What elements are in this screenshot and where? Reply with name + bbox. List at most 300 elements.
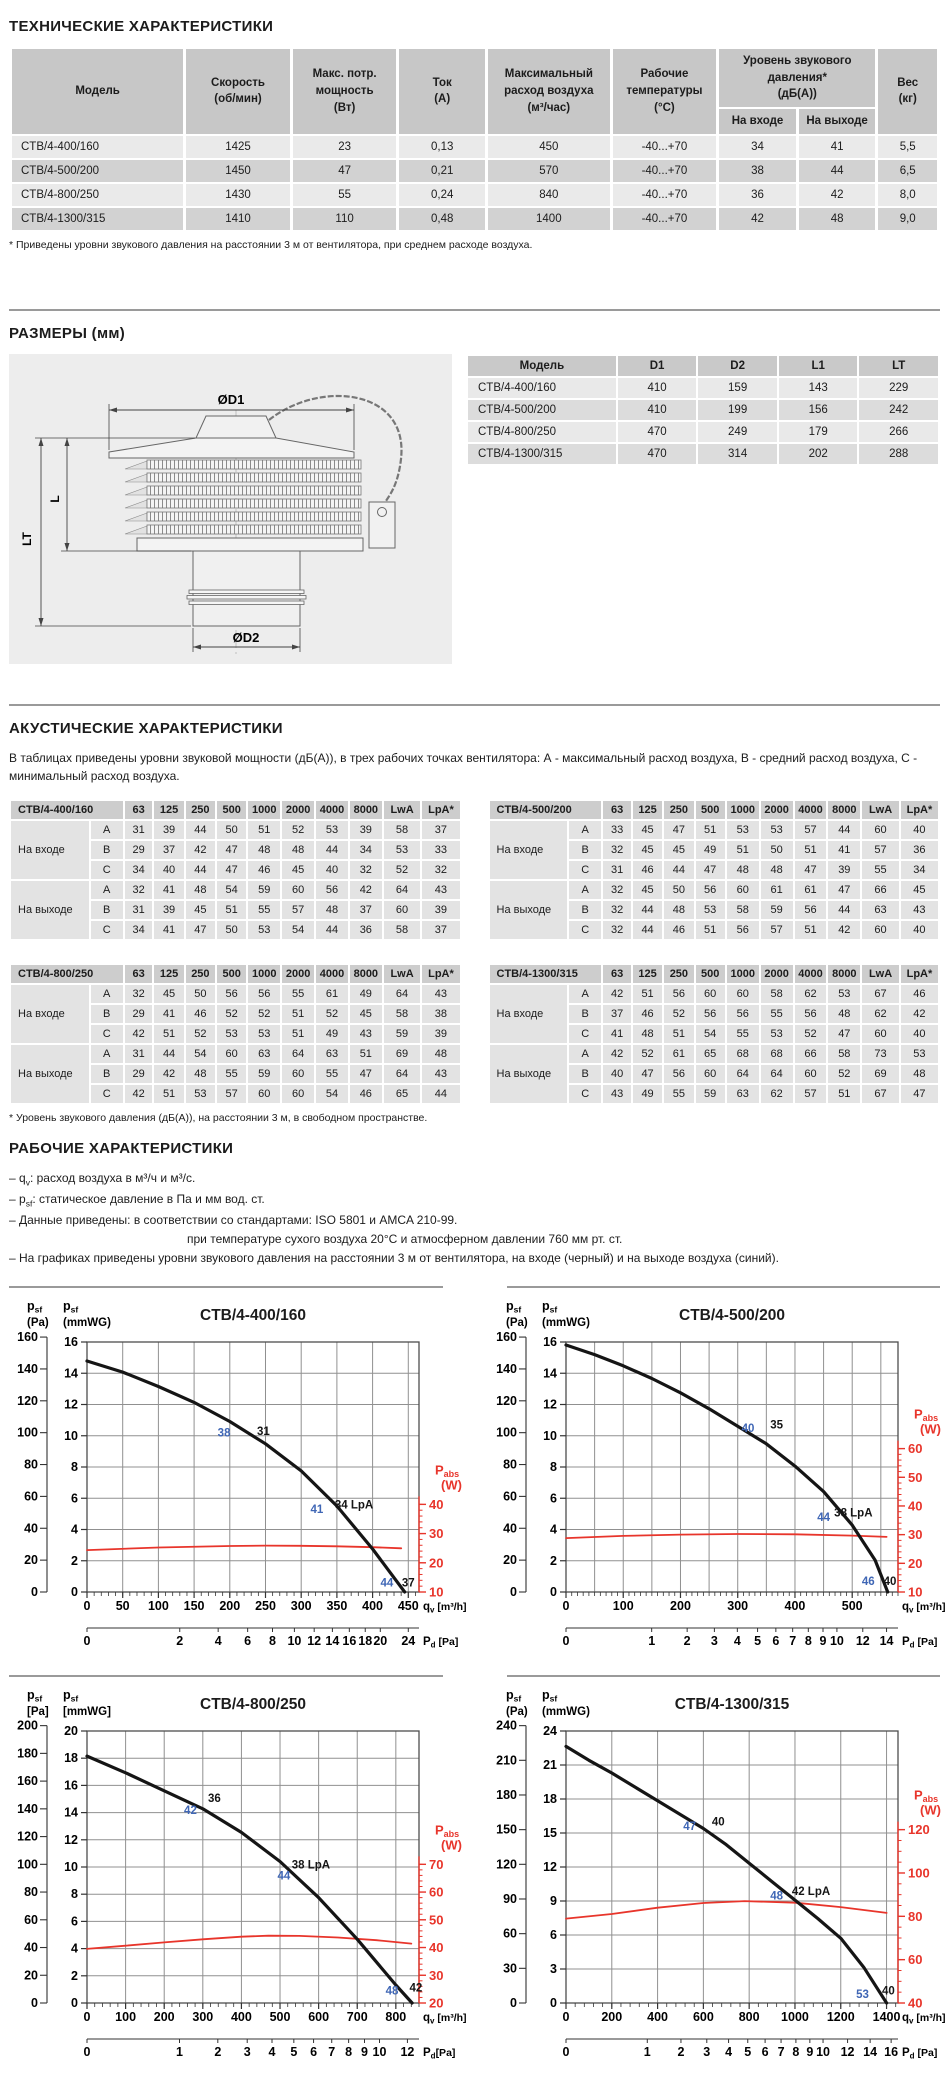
measurement-side: На входе	[490, 821, 568, 879]
svg-text:16: 16	[64, 1778, 78, 1793]
table-row: CTB/4-1300/315 470 314 202 288	[468, 444, 938, 464]
acoustic-table	[488, 799, 941, 941]
performance-chart	[488, 1294, 949, 1656]
svg-text:60: 60	[503, 1926, 517, 1941]
svg-text:80: 80	[908, 1909, 923, 1925]
acoustic-table	[9, 963, 462, 1105]
svg-text:10: 10	[287, 1634, 302, 1649]
svg-text:Pabs: Pabs	[435, 1822, 460, 1840]
svg-text:(W): (W)	[920, 1421, 941, 1437]
svg-text:10: 10	[908, 1584, 923, 1600]
section-title-acoustics: АКУСТИЧЕСКИЕ ХАРАКТЕРИСТИКИ	[9, 719, 283, 737]
svg-text:5: 5	[754, 1634, 762, 1649]
table-row: B 32 44 48 53 58 59 56 44 63 43	[490, 901, 939, 919]
svg-text:4: 4	[725, 2045, 733, 2060]
operating-point: A	[569, 821, 601, 839]
svg-text:psf: $p_{sf}$	[506, 1688, 522, 1704]
acoustic-table	[488, 963, 941, 1105]
acoustics-footnote: * Уровень звукового давления (дБ(А)), на расстоянии 3 м, в свободном пространстве.	[9, 1111, 428, 1124]
acoustic-table-container	[488, 963, 941, 1105]
svg-text:16: 16	[64, 1335, 78, 1350]
point-label: 41	[310, 1504, 324, 1517]
svg-text:150: 150	[183, 1599, 205, 1614]
svg-text:5: 5	[744, 2045, 752, 2060]
svg-text:18: 18	[543, 1792, 557, 1807]
svg-text:60: 60	[503, 1489, 517, 1504]
svg-text:psf: $p_{sf}$	[542, 1299, 558, 1315]
svg-text:3: 3	[703, 2045, 711, 2060]
measurement-side: На входе	[490, 985, 568, 1043]
svg-text:10: 10	[429, 1584, 444, 1600]
svg-text:600: 600	[308, 2010, 330, 2025]
operating-point: C	[569, 921, 601, 939]
svg-text:6: 6	[244, 1634, 252, 1649]
acoustic-model: CTB/4-800/250	[11, 965, 123, 983]
point-label: 31	[256, 1426, 270, 1439]
svg-text:10: 10	[372, 2045, 387, 2060]
dim-label-d2: ØD2	[232, 629, 260, 645]
svg-text:40: 40	[24, 1521, 38, 1536]
svg-text:60: 60	[24, 1489, 38, 1504]
svg-text:200: 200	[219, 1599, 241, 1614]
dimensions-table-container	[466, 354, 940, 466]
svg-text:Pabs: Pabs	[914, 1787, 939, 1805]
svg-text:psf: $p_{sf}$	[63, 1299, 79, 1315]
svg-text:0: 0	[562, 2010, 570, 2025]
operating-point: B	[569, 841, 601, 859]
svg-text:0: 0	[71, 1585, 78, 1600]
svg-text:24: 24	[543, 1724, 557, 1739]
note-line: – $p_{sf}$: статическое давление в Па и мм вод. ст.	[9, 1191, 265, 1209]
section-title-performance: РАБОЧИЕ ХАРАКТЕРИСТИКИ	[9, 1139, 234, 1157]
note-line: – На графиках приведены уровни звукового давления на расстоянии 3 м от вентилятора, на входе (черный) и на выходе воздуха (синий).	[9, 1251, 779, 1266]
svg-text:20: 20	[24, 1553, 38, 1568]
svg-text:7: 7	[777, 2045, 785, 2060]
table-row: На выходе A 32 41 48 54 59 60 56 42 64 43	[11, 881, 460, 899]
svg-text:psf: $p_{sf}$	[542, 1688, 558, 1704]
measurement-side: На выходе	[11, 881, 89, 939]
point-label: 53	[856, 1988, 869, 2001]
svg-text:140: 140	[17, 1802, 38, 1817]
table-row: CTB/4-1300/315 1410 110 0,48 1400 -40...+70 42 48 9,0	[12, 208, 937, 230]
svg-text:7: 7	[328, 2045, 336, 2060]
header-row: CTB/4-800/250 63 125 250 500 1000 2000 4000 8000 LwA LpA*	[11, 965, 460, 983]
svg-text:2: 2	[71, 1969, 78, 1984]
svg-text:0: 0	[83, 2010, 91, 2025]
measurement-side: На входе	[11, 821, 89, 879]
svg-text:8: 8	[550, 1460, 557, 1475]
svg-text:(W): (W)	[441, 1477, 462, 1493]
svg-text:Pd [Pa]: $P_d$ [Pa]	[902, 2047, 938, 2061]
col-sound-inlet: На входе	[719, 109, 796, 134]
svg-text:6: 6	[550, 1928, 557, 1943]
svg-text:240: 240	[496, 1718, 517, 1733]
svg-text:30: 30	[908, 1527, 923, 1543]
section-divider	[9, 309, 940, 311]
chart-title: CTB/4-800/250	[200, 1696, 306, 1714]
point-label: 48	[770, 1890, 784, 1903]
operating-point: C	[569, 1085, 601, 1103]
svg-text:30: 30	[503, 1961, 517, 1976]
pressure-curve	[87, 1756, 412, 2003]
performance-chart	[488, 1683, 949, 2067]
table-row: B 31 39 45 51 55 57 48 37 60 39	[11, 901, 460, 919]
svg-text:0: 0	[550, 1585, 557, 1600]
svg-text:3: 3	[550, 1962, 557, 1977]
chart-divider-row	[9, 1675, 940, 1677]
svg-text:0: 0	[71, 1996, 78, 2011]
svg-text:10: 10	[816, 2045, 830, 2060]
note-line: – $q_v$: расход воздуха в м³/ч и м³/с.	[9, 1170, 196, 1188]
chart-ctb-4-500-200	[488, 1294, 949, 1661]
svg-text:60: 60	[908, 1952, 923, 1968]
svg-text:350: 350	[326, 1599, 348, 1614]
pressure-curve	[566, 1747, 887, 2004]
svg-text:100: 100	[115, 2010, 137, 2025]
point-label: 44	[277, 1870, 291, 1883]
point-label: 47	[683, 1821, 697, 1834]
table-row: B 29 42 48 55 59 60 55 47 64 43	[11, 1065, 460, 1083]
table-row: CTB/4-400/160 410 159 143 229	[468, 378, 938, 398]
measurement-side: На выходе	[490, 881, 568, 939]
svg-text:200: 200	[153, 2010, 175, 2025]
operating-point: B	[91, 901, 123, 919]
svg-text:0: 0	[83, 1599, 91, 1614]
svg-text:12: 12	[64, 1833, 78, 1848]
acoustics-intro: В таблицах приведены уровни звуковой мощности (дБ(А)), в трех рабочих точках вентилятора: А - максимальный расход воздуха, В - средний расход воздуха, С - минимальный расход воздуха.	[9, 750, 918, 783]
chart-ctb-4-1300-315	[488, 1683, 949, 2072]
base-plate	[137, 538, 363, 551]
operating-point: C	[569, 861, 601, 879]
section-title-technical: ТЕХНИЧЕСКИЕ ХАРАКТЕРИСТИКИ	[9, 18, 274, 35]
svg-text:8: 8	[345, 2045, 353, 2060]
svg-text:200: 200	[17, 1718, 38, 1733]
svg-text:qv [m³/h]: $q_v$ [m³/h]	[902, 1601, 946, 1615]
svg-text:150: 150	[496, 1822, 517, 1837]
table-row: C 42 51 53 57 60 60 54 46 65 44	[11, 1085, 460, 1103]
svg-text:70: 70	[429, 1857, 444, 1873]
svg-text:14: 14	[863, 2045, 878, 2060]
svg-text:500: 500	[269, 2010, 291, 2025]
svg-text:psf: $p_{sf}$	[27, 1688, 43, 1704]
svg-text:100: 100	[496, 1425, 517, 1440]
datasheet-page	[9, 18, 946, 2072]
point-label: 42	[184, 1805, 197, 1818]
svg-text:0: 0	[31, 1996, 38, 2011]
svg-text:140: 140	[496, 1362, 517, 1377]
svg-text:14: 14	[543, 1366, 557, 1381]
col-power: Макс. потр. мощность (Вт)	[293, 49, 397, 134]
col-speed: Скорость (об/мин)	[186, 49, 290, 134]
svg-text:4: 4	[71, 1522, 78, 1537]
operating-point: C	[91, 861, 123, 879]
chart-ctb-4-400-160	[9, 1294, 479, 1661]
operating-point: A	[91, 985, 123, 1003]
performance-chart	[9, 1683, 479, 2067]
svg-text:4: 4	[71, 1941, 78, 1956]
chart-ctb-4-800-250	[9, 1683, 479, 2072]
svg-text:60: 60	[24, 1913, 38, 1928]
header-row: Модель D1 D2 L1 LT	[468, 356, 938, 376]
svg-text:800: 800	[738, 2010, 760, 2025]
charts-row-1	[9, 1294, 946, 1661]
svg-text:1: 1	[648, 1634, 656, 1649]
svg-text:16: 16	[543, 1335, 557, 1350]
svg-text:20: 20	[429, 1555, 444, 1571]
measurement-side: На входе	[11, 985, 89, 1043]
svg-text:20: 20	[908, 1556, 923, 1572]
fan-cap	[196, 416, 276, 438]
acoustic-table	[9, 799, 462, 941]
svg-text:60: 60	[908, 1441, 923, 1457]
operating-point: B	[91, 841, 123, 859]
svg-text:0: 0	[510, 1996, 517, 2011]
svg-text:14: 14	[325, 1634, 340, 1649]
point-label: 42 LpA	[791, 1886, 831, 1899]
dimensions-section	[9, 354, 940, 664]
table-row: B 40 47 56 60 64 64 60 52 69 48	[490, 1065, 939, 1083]
svg-text:12: 12	[840, 2045, 855, 2060]
svg-text:12: 12	[64, 1397, 78, 1412]
power-curve	[87, 1546, 401, 1551]
svg-text:3: 3	[710, 1634, 718, 1649]
svg-text:21: 21	[543, 1758, 557, 1773]
svg-text:50: 50	[429, 1912, 444, 1928]
svg-text:300: 300	[290, 1599, 312, 1614]
operating-point: A	[569, 881, 601, 899]
point-label: 34 LpA	[334, 1499, 374, 1512]
point-label: 40	[741, 1423, 755, 1436]
svg-text:40: 40	[429, 1497, 444, 1513]
point-label: 36	[207, 1792, 221, 1805]
pressure-curve	[566, 1345, 888, 1592]
svg-text:1400: 1400	[872, 2010, 901, 2025]
col-airflow: Максимальный расход воздуха (м³/час)	[488, 49, 610, 134]
svg-text:14: 14	[879, 1634, 894, 1649]
table-row: На выходе A 32 45 50 56 60 61 61 47 66 45	[490, 881, 939, 899]
svg-text:(Pa): (Pa)	[506, 1706, 528, 1719]
svg-text:0: 0	[31, 1585, 38, 1600]
svg-text:80: 80	[503, 1457, 517, 1472]
col-model: Модель	[12, 49, 183, 134]
svg-text:80: 80	[24, 1457, 38, 1472]
table-row: CTB/4-500/200 1450 47 0,21 570 -40...+70 38 44 6,5	[12, 160, 937, 182]
operating-point: C	[569, 1025, 601, 1043]
svg-text:8: 8	[804, 1634, 812, 1649]
table-row: На выходе A 31 44 54 60 63 64 63 51 69 48	[11, 1045, 460, 1063]
svg-text:120: 120	[908, 1822, 930, 1838]
power-curve	[566, 1901, 887, 1919]
svg-text:psf: $p_{sf}$	[27, 1299, 43, 1315]
svg-text:200: 200	[601, 2010, 623, 2025]
measurement-side: На выходе	[11, 1045, 89, 1103]
performance-notes	[9, 1169, 940, 1269]
svg-text:(mmWG): (mmWG)	[542, 1317, 590, 1330]
svg-text:4: 4	[268, 2045, 276, 2060]
table-row: C 34 40 44 47 46 45 40 32 52 32	[11, 861, 460, 879]
table-row: На выходе A 42 52 61 65 68 68 66 58 73 53	[490, 1045, 939, 1063]
section-title-dimensions: РАЗМЕРЫ (мм)	[9, 324, 126, 342]
svg-text:40: 40	[908, 1498, 923, 1514]
svg-text:140: 140	[17, 1362, 38, 1377]
operating-point: A	[569, 1045, 601, 1063]
point-label: 42	[409, 1982, 423, 1995]
svg-text:120: 120	[17, 1394, 38, 1409]
svg-text:Pabs: Pabs	[435, 1462, 460, 1480]
svg-text:14: 14	[64, 1366, 78, 1381]
svg-text:20: 20	[373, 1634, 388, 1649]
svg-text:50: 50	[115, 1599, 130, 1614]
svg-text:0: 0	[83, 2045, 91, 2060]
measurement-side: На выходе	[490, 1045, 568, 1103]
table-row: B 32 45 45 49 51 50 51 41 57 36	[490, 841, 939, 859]
table-row: На входе A 33 45 47 51 53 53 57 44 60 40	[490, 821, 939, 839]
operating-point: B	[569, 1005, 601, 1023]
section-divider	[9, 704, 940, 706]
svg-text:30: 30	[429, 1967, 444, 1983]
technical-table	[9, 47, 940, 232]
acoustic-model: CTB/4-1300/315	[490, 965, 602, 983]
svg-text:2: 2	[176, 1634, 184, 1649]
svg-text:800: 800	[385, 2010, 407, 2025]
svg-text:6: 6	[761, 2045, 769, 2060]
operating-point: C	[91, 1085, 123, 1103]
svg-text:6: 6	[310, 2045, 318, 2060]
svg-text:1: 1	[176, 2045, 183, 2060]
svg-text:24: 24	[401, 1634, 416, 1649]
table-row: CTB/4-500/200 410 199 156 242	[468, 400, 938, 420]
svg-text:9: 9	[550, 1894, 557, 1909]
dimensions-table	[466, 354, 940, 466]
operating-point: C	[91, 1025, 123, 1043]
col-sound-outlet: На выходе	[799, 109, 876, 134]
point-label: 46	[861, 1576, 875, 1589]
note-line: – Данные приведены: в соответствии со стандартами: ISO 5801 и AMCA 210-99.	[9, 1212, 458, 1227]
svg-text:10: 10	[64, 1428, 78, 1443]
svg-text:300: 300	[727, 1599, 749, 1614]
svg-text:6: 6	[71, 1491, 78, 1506]
point-label: 44	[817, 1512, 830, 1525]
table-row: C 32 44 46 51 56 57 51 42 60 40	[490, 921, 939, 939]
point-label: 38 LpA	[291, 1859, 331, 1872]
point-label: 40	[883, 1576, 897, 1589]
svg-text:8: 8	[71, 1887, 78, 1902]
col-weight: Вес (кг)	[878, 49, 937, 134]
acoustic-model: CTB/4-400/160	[11, 801, 123, 819]
svg-text:1200: 1200	[826, 2010, 855, 2025]
svg-text:12: 12	[400, 2045, 415, 2060]
table-row: CTB/4-800/250 1430 55 0,24 840 -40...+70 36 42 8,0	[12, 184, 937, 206]
svg-text:100: 100	[17, 1857, 38, 1872]
svg-text:160: 160	[17, 1774, 38, 1789]
svg-text:6: 6	[71, 1914, 78, 1929]
svg-text:18: 18	[358, 1634, 373, 1649]
svg-text:0: 0	[83, 1634, 91, 1649]
technical-table-container	[9, 47, 940, 232]
dim-label-d1: ØD1	[217, 391, 245, 407]
table-row: На входе A 32 45 50 56 56 55 61 49 64 43	[11, 985, 460, 1003]
svg-text:600: 600	[692, 2010, 714, 2025]
point-label: 40	[711, 1816, 725, 1829]
svg-text:0: 0	[562, 1634, 570, 1649]
svg-text:0: 0	[562, 2045, 570, 2060]
operating-point: B	[91, 1065, 123, 1083]
svg-text:10: 10	[829, 1634, 844, 1649]
svg-text:9: 9	[806, 2045, 814, 2060]
charts-row-2	[9, 1683, 946, 2072]
table-row: C 42 51 52 53 53 51 49 43 59 39	[11, 1025, 460, 1043]
svg-text:180: 180	[496, 1788, 517, 1803]
svg-text:120: 120	[496, 1857, 517, 1872]
operating-point: B	[569, 1065, 601, 1083]
svg-text:200: 200	[670, 1599, 691, 1614]
svg-text:10: 10	[543, 1428, 557, 1443]
svg-text:500: 500	[841, 1599, 863, 1614]
svg-text:2: 2	[214, 2045, 222, 2060]
operating-point: A	[569, 985, 601, 1003]
svg-text:[Pa]: [Pa]	[27, 1706, 49, 1719]
svg-text:160: 160	[496, 1330, 517, 1345]
svg-text:(W): (W)	[920, 1802, 941, 1818]
table-row: На входе A 42 51 56 60 60 58 62 53 67 46	[490, 985, 939, 1003]
svg-text:4: 4	[214, 1634, 222, 1649]
acoustic-tables-grid	[9, 799, 940, 1105]
svg-text:400: 400	[647, 2010, 669, 2025]
svg-text:400: 400	[362, 1599, 384, 1614]
svg-text:4: 4	[550, 1522, 557, 1537]
svg-text:6: 6	[550, 1491, 557, 1506]
svg-text:20: 20	[64, 1724, 78, 1739]
svg-text:450: 450	[397, 1599, 419, 1614]
svg-text:Pd[Pa]: $P_d[Pa]$	[423, 2047, 456, 2061]
dim-label-lt: LT	[20, 531, 34, 546]
svg-text:0: 0	[550, 1996, 557, 2011]
table-row: B 29 41 46 52 52 51 52 45 58 38	[11, 1005, 460, 1023]
operating-point: A	[91, 881, 123, 899]
acoustic-table-container	[9, 799, 462, 941]
point-label: 38 LpA	[834, 1507, 873, 1520]
svg-text:7: 7	[789, 1634, 797, 1649]
svg-text:80: 80	[24, 1885, 38, 1900]
svg-text:Pd [Pa]: $P_d$ [Pa]	[902, 1636, 938, 1650]
svg-text:400: 400	[784, 1599, 806, 1614]
svg-text:psf: $p_{sf}$	[506, 1299, 522, 1315]
svg-text:40: 40	[503, 1521, 517, 1536]
svg-text:(Pa): (Pa)	[506, 1317, 528, 1330]
svg-text:12: 12	[307, 1634, 322, 1649]
table-row: C 43 49 55 59 63 62 57 51 67 47	[490, 1085, 939, 1103]
svg-text:300: 300	[192, 2010, 214, 2025]
svg-text:1000: 1000	[781, 2010, 809, 2025]
svg-text:2: 2	[71, 1553, 78, 1568]
point-label: 48	[385, 1985, 399, 1998]
svg-text:2: 2	[550, 1553, 557, 1568]
note-line: при температуре сухого воздуха 20°С и атмосферном давлении 760 мм рт. ст.	[187, 1231, 623, 1246]
col-temperature: Рабочие температуры (°С)	[613, 49, 717, 134]
svg-text:Pd [Pa]: $P_d$ [Pa]	[423, 1636, 459, 1650]
svg-text:12: 12	[543, 1397, 557, 1412]
header-row: CTB/4-500/200 63 125 250 500 1000 2000 4000 8000 LwA LpA*	[490, 801, 939, 819]
chart-title: CTB/4-400/160	[200, 1307, 306, 1325]
dim-label-l: L	[48, 495, 62, 503]
svg-text:qv [m³/h]: $q_v$ [m³/h]	[423, 2012, 467, 2026]
header-row: CTB/4-1300/315 63 125 250 500 1000 2000 4000 8000 LwA LpA*	[490, 965, 939, 983]
col-sound-pressure: Уровень звукового давления* (дБ(А))	[719, 49, 875, 107]
table-row: B 37 46 52 56 56 55 56 48 62 42	[490, 1005, 939, 1023]
svg-text:20: 20	[429, 1995, 444, 2011]
table-row: C 34 41 47 50 53 54 44 36 58 37	[11, 921, 460, 939]
svg-text:100: 100	[147, 1599, 169, 1614]
